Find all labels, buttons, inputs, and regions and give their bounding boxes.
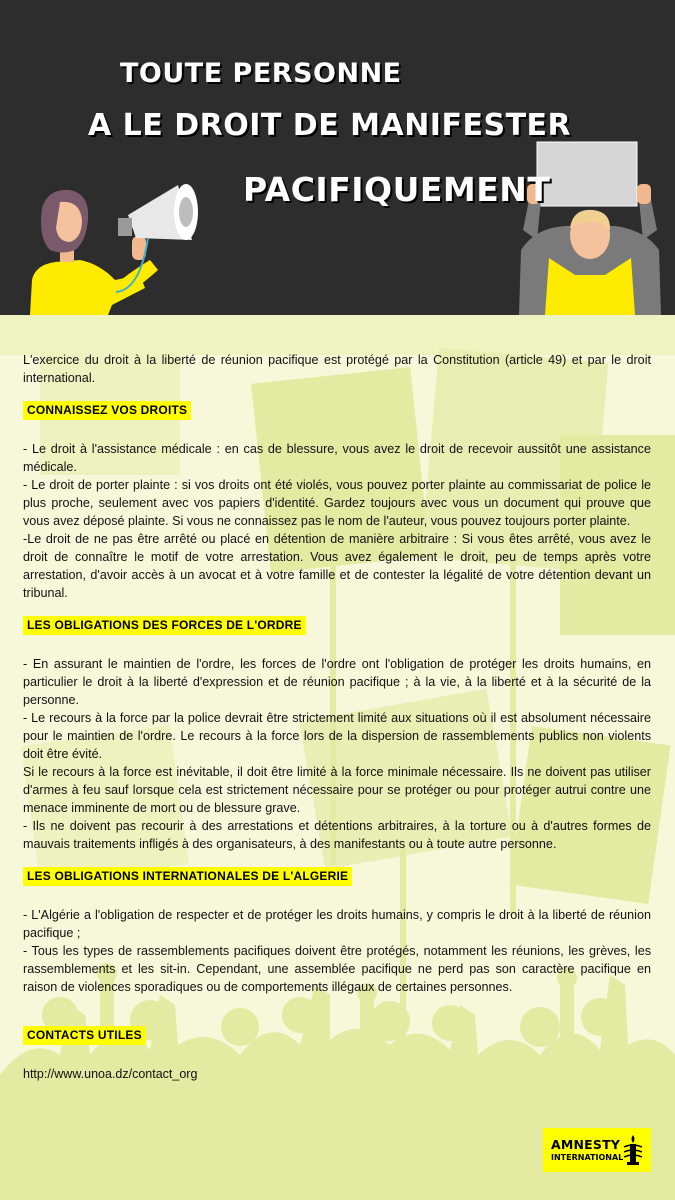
title-line-1: TOUTE PERSONNE	[120, 58, 402, 89]
intro-paragraph: L'exercice du droit à la liberté de réunion pacifique est protégé par la Constitution (article 49) et par le droit international.	[23, 353, 651, 385]
logo-text-international: INTERNATIONAL	[551, 1153, 624, 1162]
section-heading-rights: CONNAISSEZ VOS DROITS	[23, 401, 191, 420]
police-paragraph: - Le recours à la force par la police devrait être strictement limité aux situations où il est absolument nécessaire pour le maintien de l'ordre. Le recours à la force lors de la dispersion de rassemblements publics non violents doit être évité.	[23, 711, 651, 761]
international-paragraph: - Tous les types de rassemblements pacifiques doivent être protégés, notamment les réunions, les grèves, les rassemblements et les sit-in. Cependant, une assemblée pacifique ne perd pas son caractère pacifique en raison de violences sporadiques ou de comportements illégaux de certaines personnes.	[23, 944, 651, 994]
police-paragraph: - En assurant le maintien de l'ordre, les forces de l'ordre ont l'obligation de protéger les droits humains, en particulier le droit à la liberté d'expression et de réunion pacifique ; à la vie, à la liberté et à la sécurité de la personne.	[23, 657, 651, 707]
title-line-2: A LE DROIT DE MANIFESTER	[88, 108, 572, 143]
megaphone-woman-illustration	[20, 180, 220, 315]
international-paragraph: - L'Algérie a l'obligation de respecter et de protéger les droits humains, y compris le droit à la liberté de réunion pacifique ;	[23, 908, 651, 940]
section-heading-international: LES OBLIGATIONS INTERNATIONALES DE L'ALGERIE	[23, 867, 352, 886]
header-banner	[0, 0, 675, 315]
section-heading-police: LES OBLIGATIONS DES FORCES DE L'ORDRE	[23, 616, 306, 635]
candle-barbed-wire-icon	[621, 1133, 645, 1167]
section-police-obligations	[23, 616, 651, 853]
contact-link[interactable]: http://www.unoa.dz/contact_org	[23, 1067, 198, 1081]
amnesty-logo	[543, 1128, 651, 1172]
rights-paragraph: -Le droit de ne pas être arrêté ou placé en détention de manière arbitraire : Si vous êtes arrêté, vous avez le droit de connaître le motif de votre arrestation. Vous avez également le droit, peu de temps après votre arrestation, d'avoir accès à un avocat et à votre famille et de contester la légalité de votre détention devant un tribunal.	[23, 532, 651, 600]
rights-paragraph: - Le droit à l'assistance médicale : en cas de blessure, vous avez le droit de recevoir aussitôt une assistance médicale.	[23, 442, 651, 474]
section-contacts	[23, 1026, 651, 1083]
section-international-obligations	[23, 867, 651, 996]
police-paragraph: - Ils ne doivent pas recourir à des arrestations et détentions arbitraires, à la torture ou à d'autres formes de mauvais traitements infligés à des organisateurs, à des manifestants ou à toute autre personne.	[23, 819, 651, 851]
section-heading-contacts: CONTACTS UTILES	[23, 1026, 146, 1045]
section-rights	[23, 401, 651, 602]
logo-text-amnesty: AMNESTY	[551, 1137, 621, 1152]
police-paragraph: Si le recours à la force est inévitable, il doit être limité à la force minimale nécessaire. Ils ne doivent pas utiliser d'armes à feu sauf lorsque cela est strictement nécessaire pour se protéger ou pour protéger autrui contre une menace imminente de mort ou de blessure grave.	[23, 765, 651, 815]
title-line-3: PACIFIQUEMENT	[243, 170, 551, 209]
sign-holding-protester-illustration	[515, 140, 665, 315]
main-content	[23, 351, 651, 1083]
rights-paragraph: - Le droit de porter plainte : si vos droits ont été violés, vous pouvez porter plainte au commissariat de police le plus proche, seulement avec vos papiers d'identité. Gardez toujours avec vous un document qui prouve que vous avez déposé plainte. Si vous ne connaissez pas le nom de l'auteur, vous pouvez toujours porter plainte.	[23, 478, 651, 528]
